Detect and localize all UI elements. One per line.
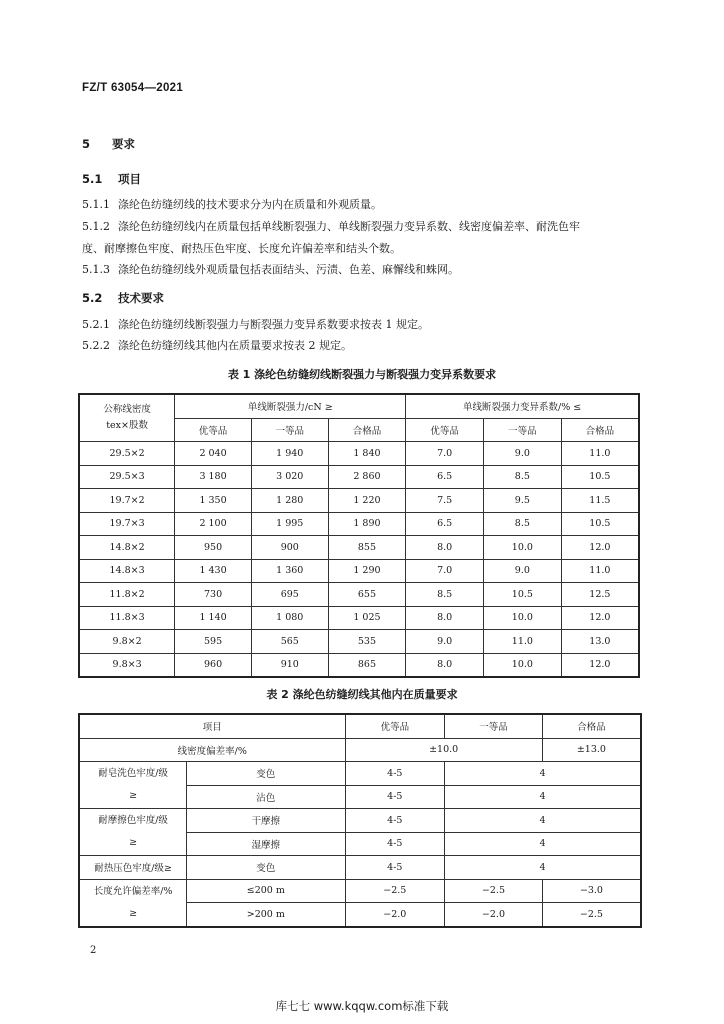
header-line: tex×股数 [106,420,148,431]
row-label: 14.8×3 [79,559,175,583]
clause-5-2-1 [82,314,642,336]
label-line: 长度允许偏差率/% [93,885,173,897]
cell-value: 855 [328,536,406,560]
cell-value: 12.0 [561,606,639,630]
clause-number: 5.1.3 [82,263,110,276]
cell-value: 1 360 [251,559,328,583]
cell-value: 1 290 [328,559,406,583]
clause-text-line1: 涤纶色纺缝纫线内在质量包括单线断裂强力、单线断裂强力变异系数、线密度偏差率、耐洗色牢 [118,220,580,233]
cell-value: 4 [445,832,641,856]
standard-code: FZ/T 63054—2021 [82,82,184,94]
table-row [79,606,639,630]
cell-value: 4-5 [345,832,445,856]
grade-header: 一等品 [251,418,328,442]
table-1 [78,393,640,678]
grade-header: 一等品 [484,418,562,442]
table-row [79,856,641,880]
table-2-caption: 表 2 涤纶色纺缝纫线其他内在质量要求 [266,688,458,701]
cell-value: 1 430 [175,559,252,583]
table-row [79,762,641,786]
grade-header: 优等品 [406,418,484,442]
cell-value: −3.0 [542,879,641,903]
clause-text: 涤纶色纺缝纫线外观质量包括表面结头、污渍、色差、麻懈线和蛛网。 [118,263,459,276]
table-1-caption: 表 1 涤纶色纺缝纫线断裂强力与断裂强力变异系数要求 [227,368,497,381]
section-5-heading [82,136,135,152]
cell-value: 9.5 [484,489,562,513]
row-label: 线密度偏差率/% [79,738,345,762]
section-5-1-heading [82,171,141,187]
cell-value: 8.5 [406,583,484,607]
cell-value: −2.0 [445,903,543,927]
header-grade-1: 优等品 [345,714,445,738]
cell-value: 10.0 [484,536,562,560]
grade-header: 合格品 [561,418,639,442]
row-label: 9.8×2 [79,630,175,654]
grade-header: 合格品 [328,418,406,442]
label-line: 耐摩擦色牢度/级 [98,815,168,826]
row-label: 14.8×2 [79,536,175,560]
table-row [79,809,641,833]
cell-value: 1 940 [251,442,328,466]
header-linear-density [79,394,175,442]
cell-value: 4-5 [345,762,445,786]
cell-value: 9.0 [484,442,562,466]
row-group-label [79,809,187,856]
section-number: 5 [82,137,91,151]
cell-value: 535 [328,630,406,654]
cell-value: 695 [251,583,328,607]
row-label: 19.7×3 [79,512,175,536]
header-item: 项目 [79,714,345,738]
cell-value: 4-5 [345,785,445,809]
label-line: 耐皂洗色牢度/级 [98,768,168,779]
cell-value: −2.0 [345,903,445,927]
cell-value: 10.5 [484,583,562,607]
clause-number: 5.2.2 [82,339,110,352]
row-label: 11.8×2 [79,583,175,607]
header-breaking-strength: 单线断裂强力/cN ≥ [175,394,406,418]
cell-value: 1 995 [251,512,328,536]
clause-5-2-2 [82,335,642,357]
cell-value: 1 840 [328,442,406,466]
clause-number: 5.2.1 [82,318,110,331]
cell-value: 11.0 [484,630,562,654]
table-row [79,489,639,513]
cell-value: 8.0 [406,653,484,677]
table-row [79,536,639,560]
table-header-row [79,394,639,418]
cell-value: 8.0 [406,606,484,630]
section-title: 要求 [112,137,135,151]
cell-value: 1 280 [251,489,328,513]
cell-value: 4 [445,856,641,880]
row-label: 29.5×2 [79,442,175,466]
cell-value: 12.0 [561,653,639,677]
row-sub-label: ≤200 m [187,879,345,903]
cell-value: 865 [328,653,406,677]
clause-number: 5.1.2 [82,220,110,233]
row-group-label [79,879,187,927]
clause-text-line2: 度、耐摩擦色牢度、耐热压色牢度、长度允许偏差率和结头个数。 [82,242,401,255]
cell-value: 4-5 [345,809,445,833]
cell-value: 3 020 [251,465,328,489]
header-grade-3: 合格品 [542,714,641,738]
table-row [79,442,639,466]
label-line: ≥ [129,907,138,919]
cell-value: 10.0 [484,606,562,630]
clause-text: 涤纶色纺缝纫线的技术要求分为内在质量和外观质量。 [118,198,382,211]
cell-value: ±10.0 [345,738,542,762]
cell-value: 12.0 [561,536,639,560]
cell-value: 10.5 [561,465,639,489]
section-5-2-heading [82,290,164,306]
row-group-label [79,762,187,809]
table-row [79,879,641,903]
page-number: 2 [90,945,97,956]
cell-value: 10.0 [484,653,562,677]
cell-value: −2.5 [445,879,543,903]
cell-value: 1 080 [251,606,328,630]
cell-value: 1 220 [328,489,406,513]
cell-value: 7.0 [406,559,484,583]
label-line: ≥ [129,790,138,801]
cell-value: 7.0 [406,442,484,466]
cell-value: 730 [175,583,252,607]
cell-value: 8.5 [484,465,562,489]
row-label: 19.7×2 [79,489,175,513]
table-row [79,512,639,536]
cell-value: 565 [251,630,328,654]
header-line: 公称线密度 [103,404,151,415]
cell-value: 9.0 [484,559,562,583]
clause-number: 5.1.1 [82,198,110,211]
cell-value: 1 350 [175,489,252,513]
table-row [79,559,639,583]
table-row [79,738,641,762]
cell-value: 1 140 [175,606,252,630]
cell-value: 11.5 [561,489,639,513]
cell-value: 8.0 [406,536,484,560]
clause-text: 涤纶色纺缝纫线其他内在质量要求按表 2 规定。 [118,339,352,352]
cell-value: 2 860 [328,465,406,489]
section-number: 5.1 [82,172,103,186]
cell-value: −2.5 [542,903,641,927]
cell-value: 1 025 [328,606,406,630]
cell-value: 11.0 [561,442,639,466]
header-grade-2: 一等品 [445,714,543,738]
table-row [79,653,639,677]
table-header-row [79,714,641,738]
clause-text: 涤纶色纺缝纫线断裂强力与断裂强力变异系数要求按表 1 规定。 [118,318,429,331]
clause-5-1-2 [82,216,642,260]
row-sub-label: >200 m [187,903,345,927]
row-label: 9.8×3 [79,653,175,677]
table-row [79,583,639,607]
cell-value: 6.5 [406,512,484,536]
cell-value: 13.0 [561,630,639,654]
cell-value: 960 [175,653,252,677]
row-group-label: 耐热压色牢度/级≥ [79,856,187,880]
cell-value: 7.5 [406,489,484,513]
download-footer: 库七七 www.kqqw.com标准下载 [275,999,449,1013]
section-title: 项目 [118,172,141,186]
cell-value: 2 040 [175,442,252,466]
cell-value: −2.5 [345,879,445,903]
cell-value: 900 [251,536,328,560]
row-sub-label: 干摩擦 [187,809,345,833]
cell-value: 8.5 [484,512,562,536]
cell-value: 595 [175,630,252,654]
cell-value: 4 [445,762,641,786]
label-line: ≥ [129,837,138,848]
section-title: 技术要求 [118,291,164,305]
table-2 [78,713,642,928]
header-cv: 单线断裂强力变异系数/% ≤ [406,394,639,418]
row-label: 29.5×3 [79,465,175,489]
cell-value: 4-5 [345,856,445,880]
cell-value: 11.0 [561,559,639,583]
cell-value: 4 [445,809,641,833]
clause-5-1-1 [82,194,642,216]
row-sub-label: 沾色 [187,785,345,809]
cell-value: 12.5 [561,583,639,607]
row-sub-label: 变色 [187,856,345,880]
cell-value: 655 [328,583,406,607]
row-label: 11.8×3 [79,606,175,630]
cell-value: ±13.0 [542,738,641,762]
cell-value: 6.5 [406,465,484,489]
cell-value: 950 [175,536,252,560]
row-sub-label: 变色 [187,762,345,786]
table-row [79,630,639,654]
cell-value: 1 890 [328,512,406,536]
section-number: 5.2 [82,291,103,305]
cell-value: 2 100 [175,512,252,536]
cell-value: 9.0 [406,630,484,654]
cell-value: 4 [445,785,641,809]
cell-value: 910 [251,653,328,677]
cell-value: 3 180 [175,465,252,489]
clause-5-1-3 [82,259,642,281]
cell-value: 10.5 [561,512,639,536]
grade-header: 优等品 [175,418,252,442]
row-sub-label: 湿摩擦 [187,832,345,856]
table-row [79,465,639,489]
